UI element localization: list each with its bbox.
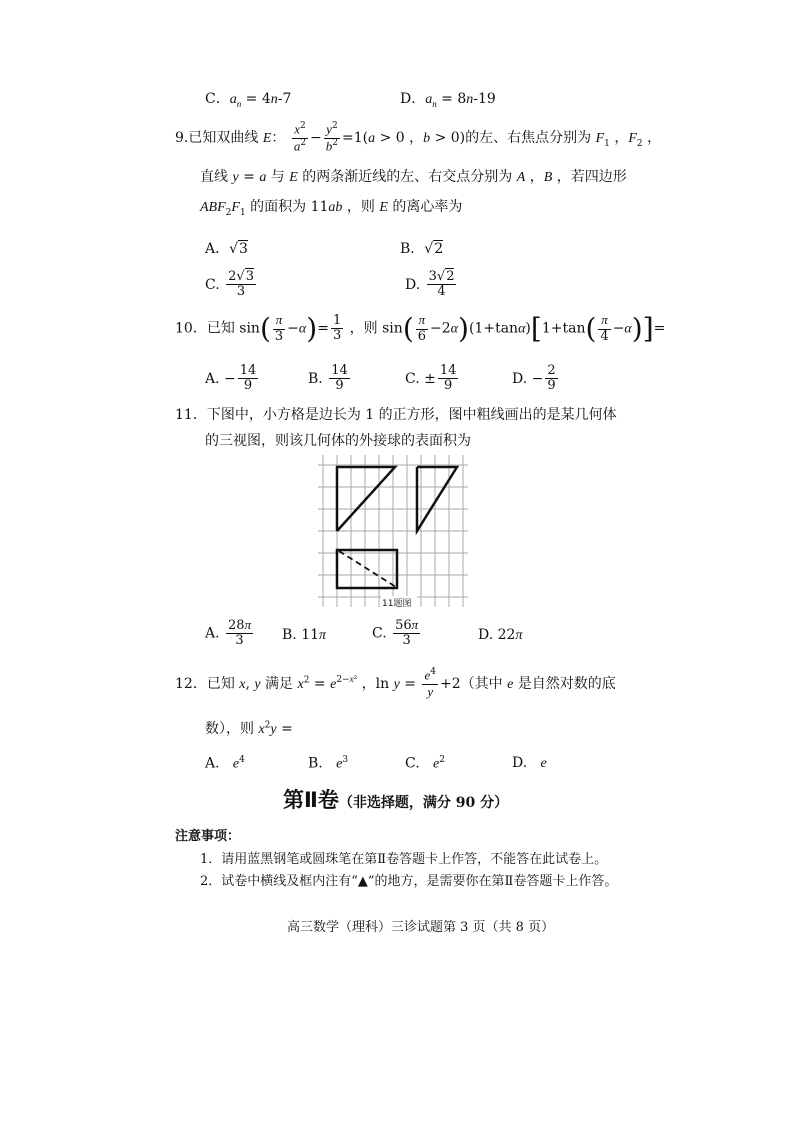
notes-heading: 注意事项：	[175, 829, 241, 844]
q9-option-a: A．√3	[205, 241, 248, 257]
q9-option-d: D. $\frac{3√2}{4}$	[405, 269, 455, 300]
q10-option-a: A. − $\frac{14}{9}$	[205, 363, 257, 394]
figure-caption: 11题图	[382, 599, 412, 609]
notes-item-1: 1．请用蓝黑钢笔或圆珠笔在第Ⅱ卷答题卡上作答，不能答在此试卷上。	[200, 852, 608, 867]
q12-option-d: D. e	[512, 755, 547, 771]
q10-option-c: C. ± $\frac{14}{9}$	[405, 363, 457, 394]
q11-option-a: A. $\frac{28\pi}{3}$	[205, 617, 252, 649]
part2-title: 第Ⅱ卷	[283, 788, 339, 812]
part2-subtitle: （非选择题，满分 90 分）	[338, 795, 509, 811]
q9-option-b: B．√2	[400, 241, 444, 257]
q8-option-c: C．$a_n = 4n-7$	[205, 91, 292, 109]
q10-stem: 10．已知 sin( $\frac{\pi}{3}$ −α)= $\frac{1}{3}$ ，则 sin( $\frac{\pi}{6}$ −2α)(1+tanα)[1+tan( $\frac{\pi}{4}$ −α)]=	[175, 312, 666, 345]
hidden-edge-dashed	[339, 551, 396, 587]
q11-line2: 的三视图，则该几何体的外接球的表面积为	[205, 433, 471, 449]
three-view-figure	[318, 455, 468, 610]
side-view	[417, 467, 457, 531]
q8-option-d: D．$a_n = 8n-19$	[400, 91, 496, 109]
q12-line1: 12．已知 x, y 满足 $x^2 = e^{2-x^2}$ ，ln y = $\frac{e^4}{y}$ +2（其中 e 是自然对数的底	[175, 667, 616, 699]
q11-option-d: D. 22π	[478, 627, 523, 643]
q12-option-a: A. $e^4$	[205, 755, 245, 772]
q11-option-b: B. 11π	[282, 627, 327, 643]
q12-line2: 数），则 $x^2y$ =	[205, 720, 293, 737]
q11-option-c: C. $\frac{56\pi}{3}$	[372, 617, 419, 649]
q12-option-c: C. $e^2$	[405, 755, 445, 772]
part2-heading	[283, 784, 508, 814]
notes-item-2: 2．试卷中横线及框内注有“▲”的地方，是需要你在第Ⅱ卷答题卡上作答。	[200, 874, 618, 889]
page-footer: 高三数学（理科）三诊试题第 3 页（共 8 页）	[287, 920, 555, 935]
q11-line1: 11．下图中，小方格是边长为 1 的正方形，图中粗线画出的是某几何体	[175, 407, 617, 423]
q12-option-b: B. $e^3$	[308, 755, 349, 772]
q10-option-d: D. − $\frac{2}{9}$	[512, 363, 556, 394]
front-view	[337, 467, 395, 531]
q9-line2: 直线 y = a 与 E 的两条渐近线的左、右交点分别为 A ，B ，若四边形	[200, 169, 627, 185]
q9-line3: $ABF_2F_1$ 的面积为 11ab ，则 E 的离心率为	[200, 199, 463, 218]
q10-option-b: B. $\frac{14}{9}$	[308, 363, 348, 394]
q9-option-c: C. $\frac{2√3}{3}$	[205, 269, 254, 300]
q9-line1: 9.已知双曲线 E： $\frac{x^2}{a^2}$ − $\frac{y^2}{b^2}$ =1(a > 0 ，b > 0)的左、右焦点分别为 $F_1$ ，$F_2$ ，	[175, 121, 662, 153]
